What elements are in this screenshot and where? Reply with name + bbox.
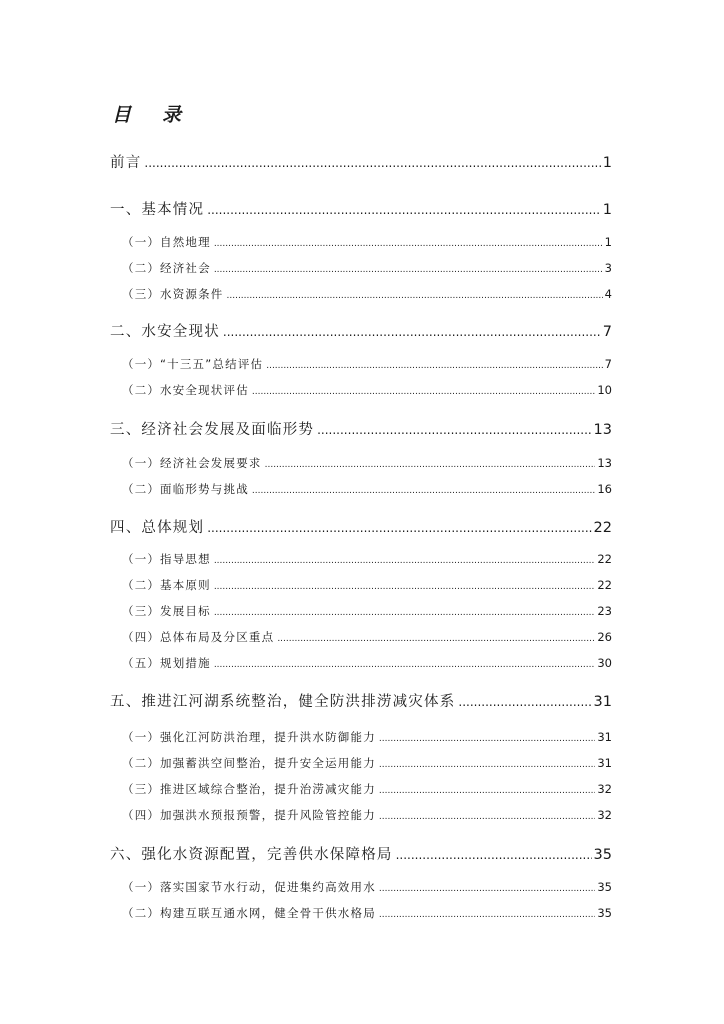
toc-section-entry[interactable] — [110, 603, 612, 619]
toc-entry-number: 四、 — [110, 520, 142, 536]
toc-entry-title: 自然地理 — [160, 235, 211, 249]
toc-entry-title: 水安全现状评估 — [160, 383, 249, 397]
toc-section-entry[interactable] — [110, 260, 612, 276]
toc-leader-dots — [214, 660, 596, 670]
toc-entry-title: 水资源条件 — [160, 287, 224, 301]
toc-chapter-entry[interactable] — [110, 843, 612, 864]
toc-page-number: 16 — [597, 482, 612, 496]
toc-title-char-1: 目 — [112, 104, 133, 126]
toc-leader-dots — [214, 265, 603, 275]
toc-section-entry[interactable] — [110, 655, 612, 671]
toc-entry-title: 基本情况 — [141, 202, 205, 218]
toc-entry-title: 水安全现状 — [141, 324, 220, 340]
toc-section-entry[interactable] — [110, 807, 612, 823]
toc-leader-dots — [379, 786, 595, 796]
toc-entry-number: 三、 — [110, 422, 142, 438]
toc-page-number: 1 — [604, 235, 612, 249]
toc-section-entry[interactable] — [110, 781, 612, 797]
toc-page-number: 3 — [604, 261, 612, 275]
toc-page-number: 31 — [597, 730, 612, 744]
toc-entry-number: （二） — [122, 756, 161, 770]
toc-entry-number: （五） — [122, 656, 161, 670]
toc-page-number: 35 — [593, 847, 612, 863]
toc-entry-number: （四） — [122, 630, 161, 644]
toc-entry-title: 经济社会 — [160, 261, 211, 275]
toc-leader-dots — [252, 486, 595, 496]
toc-entry-number: （二） — [122, 906, 161, 920]
toc-page-number: 1 — [602, 155, 612, 171]
toc-page-number: 22 — [597, 552, 612, 566]
toc-chapter-entry[interactable] — [110, 690, 612, 711]
toc-chapter-entry[interactable] — [110, 198, 612, 219]
toc-entry-title: 强化水资源配置，完善供水保障格局 — [141, 847, 393, 863]
toc-page-number: 10 — [597, 383, 612, 397]
toc-page-number: 7 — [602, 324, 612, 340]
toc-section-entry[interactable] — [110, 356, 612, 372]
toc-page-number: 31 — [593, 694, 612, 710]
toc-entry-number: （三） — [122, 604, 161, 618]
toc-entry-number: 二、 — [110, 324, 142, 340]
toc-leader-dots — [266, 361, 602, 371]
toc-page-number: 4 — [604, 287, 612, 301]
toc-leader-dots — [227, 291, 603, 301]
toc-entry-number: （一） — [122, 730, 161, 744]
toc-section-entry[interactable] — [110, 382, 612, 398]
toc-entry-title: 加强蓄洪空间整治，提升安全运用能力 — [160, 756, 376, 770]
toc-page-number: 35 — [597, 880, 612, 894]
toc-page-number: 1 — [602, 202, 612, 218]
toc-leader-dots — [223, 325, 601, 339]
toc-leader-dots — [252, 387, 595, 397]
toc-section-entry[interactable] — [110, 481, 612, 497]
toc-entry-title: 发展目标 — [160, 604, 211, 618]
toc-chapter-entry[interactable] — [110, 516, 612, 537]
toc-leader-dots — [379, 812, 595, 822]
toc-entry-title: 面临形势与挑战 — [160, 482, 249, 496]
toc-page-number: 35 — [597, 906, 612, 920]
toc-leader-dots — [277, 634, 595, 644]
toc-entry-number: （一） — [122, 880, 161, 894]
toc-entry-title: 落实国家节水行动，促进集约高效用水 — [160, 880, 376, 894]
toc-leader-dots — [458, 695, 591, 709]
toc-leader-dots — [207, 203, 601, 217]
toc-entry-title: 强化江河防洪治理，提升洪水防御能力 — [160, 730, 376, 744]
toc-title — [112, 100, 182, 127]
toc-leader-dots — [214, 608, 596, 618]
toc-entry-number: （二） — [122, 482, 161, 496]
toc-leader-dots — [379, 734, 595, 744]
toc-chapter-entry[interactable] — [110, 320, 612, 341]
toc-page-number: 23 — [597, 604, 612, 618]
toc-entry-number: 五、 — [110, 694, 142, 710]
toc-leader-dots — [396, 848, 592, 862]
toc-leader-dots — [214, 556, 596, 566]
toc-entry-title: 指导思想 — [160, 552, 211, 566]
toc-page-number: 13 — [593, 422, 612, 438]
toc-leader-dots — [214, 582, 596, 592]
toc-page-number: 26 — [597, 630, 612, 644]
toc-entry-title: 基本原则 — [160, 578, 211, 592]
toc-entry-title: 前言 — [110, 155, 142, 171]
toc-section-entry[interactable] — [110, 905, 612, 921]
toc-entry-title: “十三五”总结评估 — [160, 357, 264, 371]
toc-entry-number: （一） — [122, 456, 161, 470]
toc-entry-title: 经济社会发展及面临形势 — [141, 422, 315, 438]
toc-section-entry[interactable] — [110, 729, 612, 745]
toc-entry-title: 总体规划 — [141, 520, 205, 536]
toc-title-char-2: 录 — [162, 104, 183, 126]
toc-page-number: 32 — [597, 782, 612, 796]
toc-entry-number: （一） — [122, 357, 161, 371]
toc-entry-number: （三） — [122, 782, 161, 796]
toc-leader-dots — [379, 760, 595, 770]
toc-entry-title: 加强洪水预报预警，提升风险管控能力 — [160, 808, 376, 822]
toc-section-entry[interactable] — [110, 455, 612, 471]
toc-leader-dots — [214, 239, 603, 249]
toc-leader-dots — [379, 910, 595, 920]
toc-page-number: 22 — [597, 578, 612, 592]
toc-leader-dots — [317, 423, 591, 437]
toc-section-entry[interactable] — [110, 629, 612, 645]
toc-entry-number: （二） — [122, 383, 161, 397]
toc-entry-number: （四） — [122, 808, 161, 822]
toc-page-number: 31 — [597, 756, 612, 770]
toc-entry-title: 总体布局及分区重点 — [160, 630, 275, 644]
toc-entry-title: 规划措施 — [160, 656, 211, 670]
toc-section-entry[interactable] — [110, 234, 612, 250]
toc-leader-dots — [379, 884, 595, 894]
toc-page-number: 13 — [597, 456, 612, 470]
toc-section-entry[interactable] — [110, 755, 612, 771]
toc-entry-number: （一） — [122, 552, 161, 566]
toc-section-entry[interactable] — [110, 879, 612, 895]
toc-entry-title: 推进区域综合整治，提升治涝减灾能力 — [160, 782, 376, 796]
toc-section-entry[interactable] — [110, 551, 612, 567]
toc-section-entry[interactable] — [110, 286, 612, 302]
toc-entry-number: （一） — [122, 235, 161, 249]
toc-entry-title: 推进江河湖系统整治，健全防洪排涝减灾体系 — [141, 694, 456, 710]
toc-section-entry[interactable] — [110, 577, 612, 593]
toc-entry-number: 一、 — [110, 202, 142, 218]
toc-entry-number: 六、 — [110, 847, 142, 863]
toc-entry-number: （二） — [122, 261, 161, 275]
toc-page-number: 7 — [604, 357, 612, 371]
toc-entry-title: 经济社会发展要求 — [160, 456, 262, 470]
toc-page-number: 30 — [597, 656, 612, 670]
toc-entry-number: （二） — [122, 578, 161, 592]
toc-leader-dots — [265, 460, 596, 470]
toc-leader-dots — [144, 156, 600, 170]
toc-leader-dots — [207, 521, 591, 535]
toc-page-number: 22 — [593, 520, 612, 536]
toc-chapter-entry[interactable] — [110, 151, 612, 172]
toc-page-number: 32 — [597, 808, 612, 822]
toc-chapter-entry[interactable] — [110, 418, 612, 439]
toc-entry-title: 构建互联互通水网，健全骨干供水格局 — [160, 906, 376, 920]
toc-entry-number: （三） — [122, 287, 161, 301]
